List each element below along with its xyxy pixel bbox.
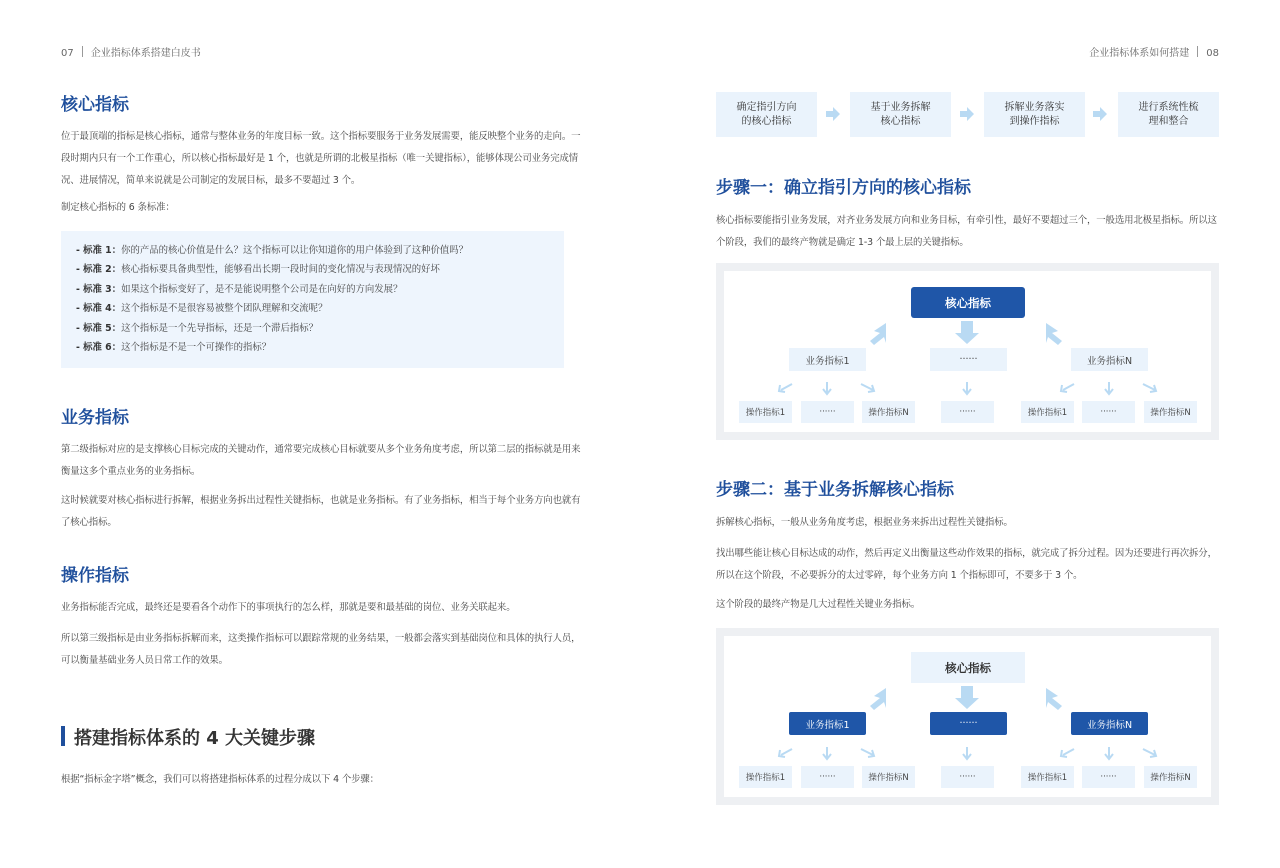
left-page-number: 07 xyxy=(61,48,74,59)
flow-step-4: 进行系统性梳 理和整合 xyxy=(1118,92,1219,137)
core-metric-paragraph-2: 制定核心指标的 6 条标准： xyxy=(61,202,175,213)
flow-arrow-icon xyxy=(1093,107,1107,121)
business-metric-heading: 业务指标 xyxy=(61,408,129,428)
step2-paragraph-2: 找出哪些能让核心目标达成的动作，然后再定义出衡量这些动作效果的指标，就完成了拆分过程。因为还要进行再次拆分，所以在这个阶段，不必要拆分的太过零碎，每个业务方向 1 个指标即可，不要多于 3 个。 xyxy=(716,548,1217,581)
core-metric-heading: 核心指标 xyxy=(61,95,129,115)
right-running-header xyxy=(1089,44,1219,59)
core-metric-paragraph-1: 位于最顶端的指标是核心指标，通常与整体业务的年度目标一致。这个指标要服务于业务发展需要，能反映整个业务的走向。一段时期内只有一个工作重心，所以核心指标最好是 1 个，也就是所谓的北极星指标（唯一关键指标），能够体现公司业务完成情况、进展情况，简单来说就是公司制定的发展目标，最多不要超过 3 个。 xyxy=(61,131,581,186)
operation-metric-node-n: 操作指标N xyxy=(1144,401,1197,423)
flow-arrow-icon xyxy=(826,107,840,121)
operation-metric-node-1: 操作指标1 xyxy=(1021,766,1074,788)
metric-tree-diagram-2 xyxy=(716,628,1219,805)
operation-metric-node-n: 操作指标N xyxy=(862,401,915,423)
business-metric-node-n: 业务指标N xyxy=(1071,348,1148,371)
business-metric-paragraph-1: 第二级指标对应的是支撑核心目标完成的关键动作，通常要完成核心目标就要从多个业务角度考虑，所以第二层的指标就是用来衡量这多个重点业务的业务指标。 xyxy=(61,444,581,477)
metric-tree-diagram-1 xyxy=(716,263,1219,440)
step1-paragraph: 核心指标要能指引业务发展，对齐业务发展方向和业务目标，有牵引性，最好不要超过三个，一般选用北极星指标。所以这个阶段，我们的最终产物就是确定 1-3 个最上层的关键指标。 xyxy=(716,215,1217,248)
header-divider xyxy=(82,46,83,57)
step2-paragraph-3: 这个阶段的最终产物是几大过程性关键业务指标。 xyxy=(716,599,921,610)
business-metric-node-n: 业务指标N xyxy=(1071,712,1148,735)
flow-arrow-icon xyxy=(960,107,974,121)
operation-metric-node-1: 操作指标1 xyxy=(739,766,792,788)
criteria-box xyxy=(61,231,564,368)
step2-paragraph-1: 拆解核心指标，一般从业务角度考虑，根据业务来拆出过程性关键指标。 xyxy=(716,517,1013,528)
criteria-item: - 标准 1：你的产品的核心价值是什么？这个指标可以让你知道你的用户体验到了这种价值吗？ xyxy=(76,245,468,256)
right-page-number: 08 xyxy=(1206,48,1219,59)
business-metric-node-1: 业务指标1 xyxy=(789,712,866,735)
steps-intro-paragraph: 根据“指标金字塔”概念，我们可以将搭建指标体系的过程分成以下 4 个步骤： xyxy=(61,774,379,785)
steps-flow xyxy=(716,92,1219,137)
operation-metric-paragraph-1: 业务指标能否完成，最终还是要看各个动作下的事项执行的怎么样，那就是要和最基础的岗位、业务关联起来。 xyxy=(61,602,516,613)
operation-metric-node-1: 操作指标1 xyxy=(1021,401,1074,423)
left-page xyxy=(61,0,581,868)
header-divider xyxy=(1197,46,1198,57)
operation-metric-node-mid: ······ xyxy=(941,401,994,423)
business-metric-node-mid: ······ xyxy=(930,712,1007,735)
left-running-header xyxy=(61,44,201,59)
operation-metric-paragraph-2: 所以第三级指标是由业务指标拆解而来，这类操作指标可以跟踪常规的业务结果，一般都会落实到基础岗位和具体的执行人员，可以衡量基础业务人员日常工作的效果。 xyxy=(61,633,581,666)
operation-metric-heading: 操作指标 xyxy=(61,566,129,586)
step2-heading: 步骤二：基于业务拆解核心指标 xyxy=(716,480,954,500)
right-page xyxy=(716,0,1219,868)
operation-metric-node-mid: ······ xyxy=(1082,401,1135,423)
flow-step-2: 基于业务拆解 核心指标 xyxy=(850,92,951,137)
operation-metric-node-1: 操作指标1 xyxy=(739,401,792,423)
business-metric-paragraph-2: 这时候就要对核心指标进行拆解，根据业务拆出过程性关键指标，也就是业务指标。有了业务指标，相当于每个业务方向也就有了核心指标。 xyxy=(61,495,581,528)
operation-metric-node-mid: ······ xyxy=(941,766,994,788)
operation-metric-node-n: 操作指标N xyxy=(862,766,915,788)
flow-step-1: 确定指引方向 的核心指标 xyxy=(716,92,817,137)
business-metric-node-mid: ······ xyxy=(930,348,1007,371)
flow-step-3: 拆解业务落实 到操作指标 xyxy=(984,92,1085,137)
core-metric-node: 核心指标 xyxy=(911,287,1025,318)
left-header-title: 企业指标体系搭建白皮书 xyxy=(90,48,201,59)
operation-metric-node-n: 操作指标N xyxy=(1144,766,1197,788)
criteria-item: - 标准 6：这个指标是不是一个可操作的指标？ xyxy=(76,342,272,354)
steps-heading: 搭建指标体系的 4 大关键步骤 xyxy=(61,724,315,750)
step1-heading: 步骤一：确立指引方向的核心指标 xyxy=(716,178,971,198)
operation-metric-node-mid: ······ xyxy=(801,766,854,788)
right-header-title: 企业指标体系如何搭建 xyxy=(1089,48,1190,59)
operation-metric-node-mid: ······ xyxy=(1082,766,1135,788)
criteria-item: - 标准 2：核心指标要具备典型性，能够看出长期一段时间的变化情况与表现情况的好坏 xyxy=(76,264,440,276)
criteria-item: - 标准 4：这个指标是不是很容易被整个团队理解和交流呢？ xyxy=(76,303,328,315)
business-metric-node-1: 业务指标1 xyxy=(789,348,866,371)
criteria-item: - 标准 5：这个指标是一个先导指标，还是一个滞后指标？ xyxy=(76,322,318,334)
core-metric-node: 核心指标 xyxy=(911,652,1025,683)
operation-metric-node-mid: ······ xyxy=(801,401,854,423)
criteria-item: - 标准 3：如果这个指标变好了，是不是能说明整个公司是在向好的方向发展？ xyxy=(76,283,403,295)
